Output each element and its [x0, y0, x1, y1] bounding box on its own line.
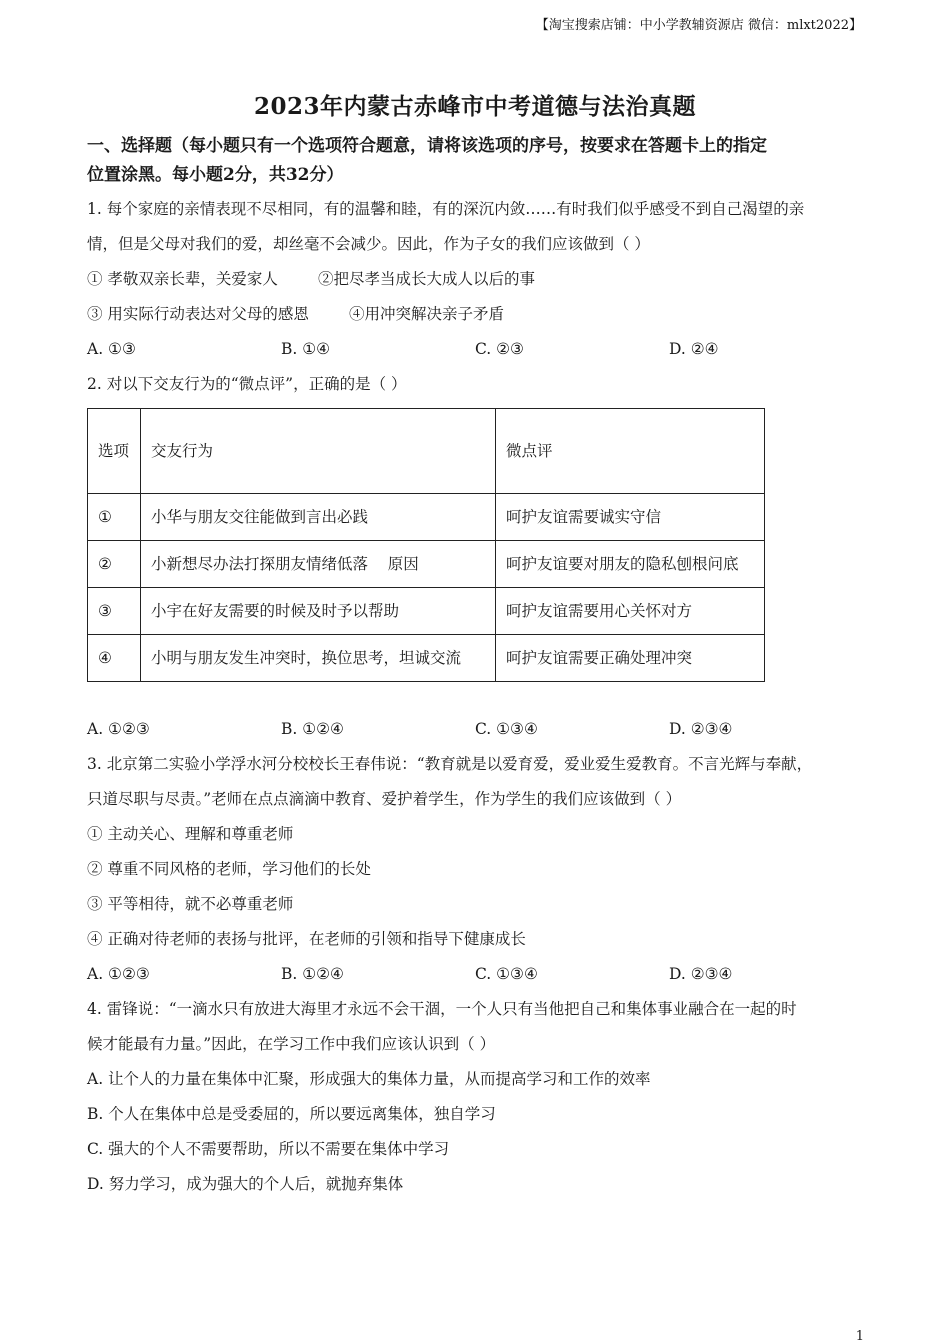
q2-stem: 2. 对以下交友行为的“微点评”，正确的是（ ） [87, 375, 407, 393]
section-heading-line1: 一、选择题（每小题只有一个选项符合题意，请将该选项的序号，按要求在答题卡上的指定 [87, 136, 767, 156]
table-cell-comment: 呵护友谊要对朋友的隐私刨根问底 [496, 541, 765, 588]
q3-stem-line1: 3. 北京第二实验小学浮水河分校校长王春伟说：“教育就是以爱育爱，爱业爱生爱教育。不言光辉与奉献， [87, 755, 813, 773]
table-cell-option: ③ [88, 588, 141, 635]
q2-table [87, 408, 765, 682]
q1-statement-3: ③ 用实际行动表达对父母的感恩 [87, 305, 309, 323]
q2-option-a: A. ①②③ [87, 720, 150, 738]
q3-statement-2: ② 尊重不同风格的老师，学习他们的长处 [87, 860, 371, 878]
q3-statement-3: ③ 平等相待，就不必尊重老师 [87, 895, 294, 913]
table-cell-option: ① [88, 494, 141, 541]
document-body [87, 132, 867, 1202]
question-4 [87, 992, 867, 1202]
q3-stem-line2: 只道尽职与尽责。”老师在点点滴滴中教育、爱护着学生，作为学生的我们应该做到（ ） [87, 790, 682, 808]
table-cell-behavior: 小华与朋友交往能做到言出必践 [141, 494, 496, 541]
page-title: 2023年内蒙古赤峰市中考道德与法治真题 [253, 93, 696, 120]
q3-option-a: A. ①②③ [87, 965, 150, 983]
q3-option-d: D. ②③④ [669, 965, 733, 983]
q4-option-c: C. 强大的个人不需要帮助，所以不需要在集体中学习 [87, 1140, 450, 1158]
table-cell-option: ② [88, 541, 141, 588]
q1-statement-4: ④用冲突解决亲子矛盾 [348, 305, 504, 323]
table-cell-comment: 呵护友谊需要用心关怀对方 [496, 588, 765, 635]
q2-option-c: C. ①③④ [475, 720, 538, 738]
q1-options [87, 332, 867, 367]
q1-option-b: B. ①④ [281, 340, 331, 358]
q1-option-a: A. ①③ [87, 340, 136, 358]
q3-statement-1: ① 主动关心、理解和尊重老师 [87, 825, 294, 843]
table-header-behavior: 交友行为 [141, 409, 496, 494]
section-heading-line2: 位置涂黑。每小题2分，共32分） [87, 165, 344, 185]
q1-stem-line1: 1. 每个家庭的亲情表现不尽相同，有的温馨和睦，有的深沉内敛……有时我们似乎感受不到自己渴望的亲 [87, 200, 805, 218]
q1-option-d: D. ②④ [669, 340, 719, 358]
q1-statements-row2 [87, 297, 867, 332]
table-cell-option: ④ [88, 635, 141, 682]
table-row [88, 635, 765, 682]
q2-option-b: B. ①②④ [281, 720, 344, 738]
table-cell-comment: 呵护友谊需要正确处理冲突 [496, 635, 765, 682]
q1-statements-row1 [87, 262, 867, 297]
table-row [88, 494, 765, 541]
table-header-row [88, 409, 765, 494]
table-cell-behavior: 小明与朋友发生冲突时，换位思考，坦诚交流 [141, 635, 496, 682]
page-number: 1 [855, 1329, 864, 1344]
table-cell-behavior: 小新想尽办法打探朋友情绪低落 原因 [141, 541, 496, 588]
question-1 [87, 192, 867, 367]
table-cell-comment: 呵护友谊需要诚实守信 [496, 494, 765, 541]
q2-option-d: D. ②③④ [669, 720, 733, 738]
q1-option-c: C. ②③ [475, 340, 524, 358]
q1-statement-1: ① 孝敬双亲长辈，关爱家人 [87, 270, 278, 288]
q3-option-c: C. ①③④ [475, 965, 538, 983]
table-header-option: 选项 [88, 409, 141, 494]
table-row [88, 541, 765, 588]
q3-options [87, 957, 867, 992]
q4-stem-line1: 4. 雷锋说：“一滴水只有放进大海里才永远不会干涸，一个人只有当他把自己和集体事业融合在一起的时 [87, 1000, 797, 1018]
q1-statement-2: ②把尽孝当成长大成人以后的事 [317, 270, 535, 288]
header-note: 【淘宝搜索店铺：中小学教辅资源店 微信：mlxt2022】 [535, 18, 862, 33]
q4-option-b: B. 个人在集体中总是受委屈的，所以要远离集体，独自学习 [87, 1105, 496, 1123]
question-2 [87, 367, 867, 747]
q4-option-a: A. 让个人的力量在集体中汇聚，形成强大的集体力量，从而提高学习和工作的效率 [87, 1070, 651, 1088]
q1-stem-line2: 情，但是父母对我们的爱，却丝毫不会减少。因此，作为子女的我们应该做到（ ） [87, 235, 650, 253]
q4-option-d: D. 努力学习，成为强大的个人后，就抛弃集体 [87, 1175, 404, 1193]
question-3 [87, 747, 867, 992]
q4-stem-line2: 候才能最有力量。”因此，在学习工作中我们应该认识到（ ） [87, 1035, 496, 1053]
q2-options [87, 712, 867, 747]
section-heading [87, 132, 867, 190]
q3-option-b: B. ①②④ [281, 965, 344, 983]
table-header-comment: 微点评 [496, 409, 765, 494]
table-cell-behavior: 小宇在好友需要的时候及时予以帮助 [141, 588, 496, 635]
q3-statement-4: ④ 正确对待老师的表扬与批评，在老师的引领和指导下健康成长 [87, 930, 526, 948]
table-row [88, 588, 765, 635]
